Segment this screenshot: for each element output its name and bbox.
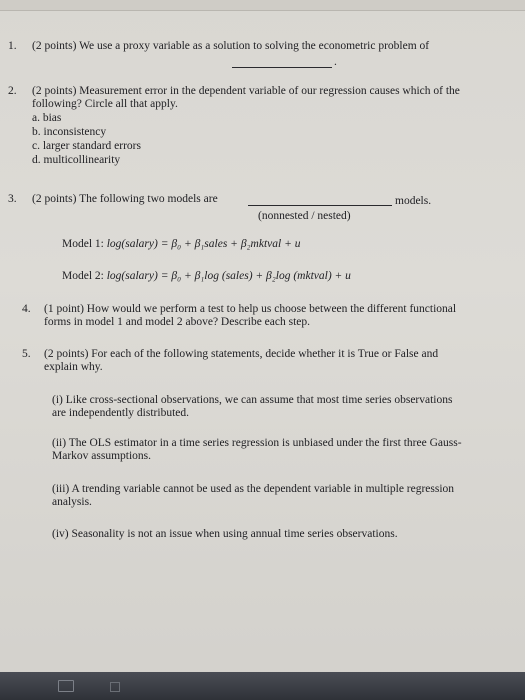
question-1-text: (2 points) We use a proxy variable as a solution to solving the econometric problem of [32, 40, 430, 52]
statement-iii-line-2: analysis. [52, 496, 92, 508]
model-1-equation [62, 238, 300, 251]
question-3-answer-blank [248, 205, 392, 206]
question-4-line-2: forms in model 1 and model 2 above? Describe each step. [44, 316, 311, 328]
question-5-line-1: (2 points) For each of the following statements, decide whether it is True or False and [44, 348, 439, 360]
question-4-number: 4. [22, 303, 31, 315]
statement-ii-line-2: Markov assumptions. [52, 450, 152, 462]
statement-iv-line-1: (iv) Seasonality is not an issue when using annual time series observations. [52, 528, 398, 540]
question-2-line-1: (2 points) Measurement error in the dependent variable of our regression causes which of the [32, 85, 460, 97]
question-1-number: 1. [8, 40, 17, 52]
question-3-text: (2 points) The following two models are [32, 193, 218, 205]
question-4-line-1: (1 point) How would we perform a test to help us choose between the different functional [44, 303, 457, 315]
question-2-number: 2. [8, 85, 17, 97]
question-2-option-c: c. larger standard errors [32, 140, 141, 152]
page-top-edge [0, 0, 525, 11]
question-2-option-b: b. inconsistency [32, 126, 107, 138]
question-1-period: . [334, 56, 337, 68]
model-2-equation [62, 270, 351, 283]
statement-ii-line-1: (ii) The OLS estimator in a time series regression is unbiased under the first three Gauss- [52, 437, 462, 449]
question-2-line-2: following? Circle all that apply. [32, 98, 178, 110]
statement-iii-line-1: (iii) A trending variable cannot be used as the dependent variable in multiple regression [52, 483, 455, 495]
square-icon [110, 682, 120, 692]
question-1-answer-blank [232, 67, 332, 68]
question-3-tail: models. [395, 195, 432, 207]
model-1-formula: log(salary) = β₀ + β₁sales + β₂mktval + u [106, 238, 301, 250]
statement-i-line-2: are independently distributed. [52, 407, 190, 419]
question-5-line-2: explain why. [44, 361, 103, 373]
question-5-number: 5. [22, 348, 31, 360]
device-bottom-edge [0, 672, 525, 700]
model-2-label: Model 2: [62, 270, 107, 282]
model-2-formula: log(salary) = β₀ + β₁log (sales) + β₂log (mktval) + u [106, 270, 351, 282]
question-2-option-d: d. multicollinearity [32, 154, 121, 166]
keyboard-icon [58, 680, 74, 692]
question-3-number: 3. [8, 193, 17, 205]
question-3-choice: (nonnested / nested) [258, 210, 351, 222]
statement-i-line-1: (i) Like cross-sectional observations, we can assume that most time series observations [52, 394, 453, 406]
model-1-label: Model 1: [62, 238, 107, 250]
question-2-option-a: a. bias [32, 112, 62, 124]
